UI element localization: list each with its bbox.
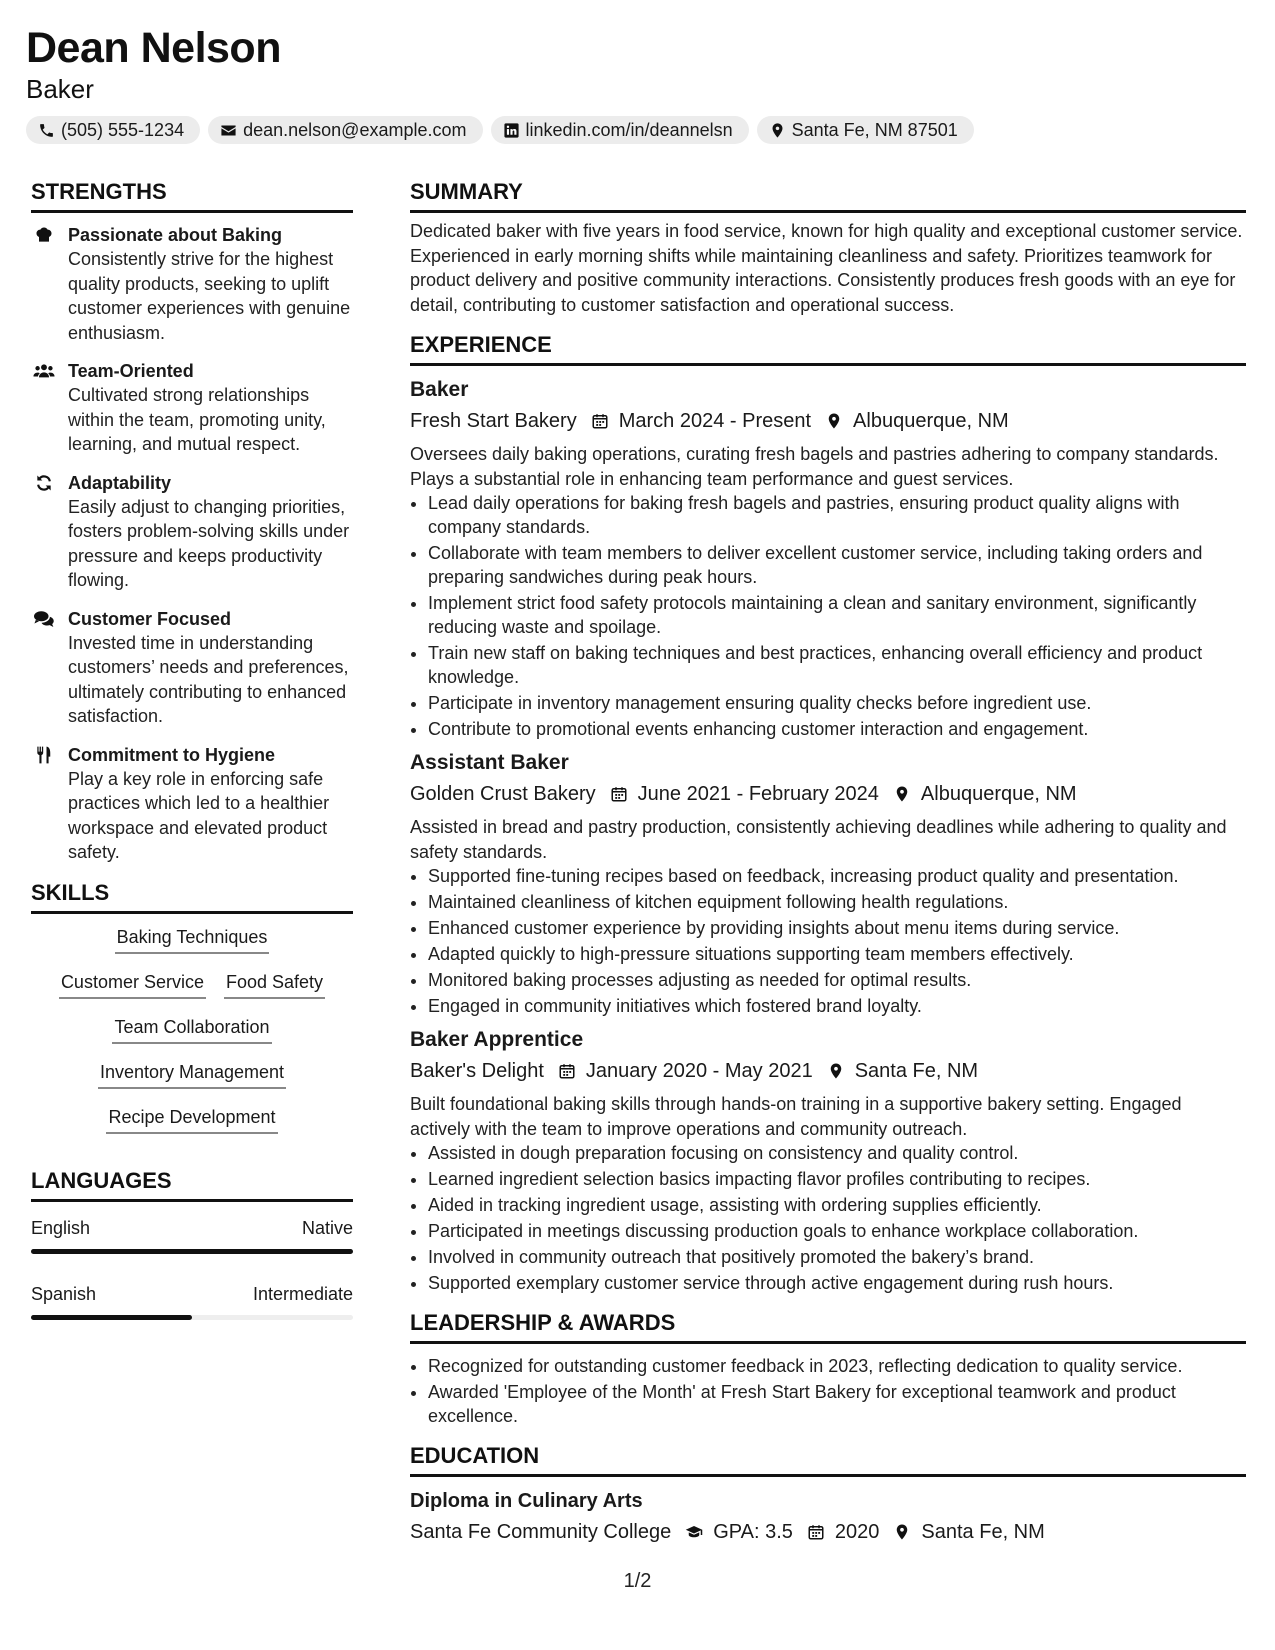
language-item [31,1216,353,1254]
contact-bar [26,116,1246,144]
page-number: 1/2 [623,1570,652,1592]
strength-title: Passionate about Baking [68,225,283,245]
language-proficiency-bar [31,1249,353,1254]
candidate-title: Baker [26,74,94,104]
job-meta [410,779,1246,809]
strengths-heading: STRENGTHS [31,178,353,213]
job-bullet: • Monitored baking processes adjusting as needed for optimal results. [428,968,1246,992]
left-column [31,178,353,1334]
phone-icon [38,122,55,139]
chef-hat-icon [33,225,55,245]
award-bullet: • Awarded 'Employee of the Month' at Fresh Start Bakery for exceptional teamwork and product excellence. [428,1380,1246,1428]
strength-item [31,471,353,593]
language-name: Spanish [31,1283,97,1304]
job-location: Albuquerque, NM [920,783,1077,805]
strength-title: Team-Oriented [68,361,194,381]
comments-icon [33,609,55,629]
awards-bullets [410,1354,1246,1428]
language-proficiency-fill [31,1249,353,1254]
strength-item [31,607,353,729]
job-bullet: • Assisted in dough preparation focusing on consistency and quality control. [428,1141,1246,1165]
experience-heading: EXPERIENCE [410,331,1246,366]
contact-email[interactable] [208,116,482,144]
strength-item [31,223,353,345]
contact-linkedin-text: linkedin.com/in/deannelsn [525,119,733,140]
utensils-icon [33,745,55,765]
skills-heading: SKILLS [31,879,353,914]
skill-tag: Inventory Management [98,1059,286,1089]
languages-heading: LANGUAGES [31,1167,353,1202]
job-company: Baker's Delight [410,1060,544,1082]
job-meta [410,406,1246,436]
contact-email-text: dean.nelson@example.com [243,119,467,140]
language-item [31,1282,353,1320]
strength-description: Cultivated strong relationships within the team, promoting unity, learning, and mutual respect. [68,385,326,454]
job-bullet: • Participated in meetings discussing production goals to enhance workplace collaboration. [428,1219,1246,1243]
education-location: Santa Fe, NM [921,1521,1045,1543]
strength-item [31,743,353,865]
job-title: Baker Apprentice [410,1028,584,1051]
education-meta [410,1517,1246,1547]
contact-linkedin[interactable] [491,116,749,144]
skill-tag: Baking Techniques [115,924,270,954]
location-pin-icon [769,122,786,139]
calendar-icon [591,412,609,430]
job-bullet: • Engaged in community initiatives which fostered brand loyalty. [428,994,1246,1018]
strength-item [31,359,353,457]
graduation-cap-icon [685,1523,703,1541]
skill-tag: Team Collaboration [112,1014,271,1044]
calendar-icon [558,1062,576,1080]
education-year: 2020 [834,1521,880,1543]
job-summary: Built foundational baking skills through hands-on training in a supportive bakery setting. Engaged actively with the team to improve operations and community outreach. [410,1094,1182,1139]
calendar-icon [807,1523,825,1541]
job-bullet: • Collaborate with team members to deliver excellent customer service, including taking orders and preparing sandwiches during peak hours. [428,541,1246,589]
language-level: Native [301,1217,353,1238]
location-pin-icon [827,1062,845,1080]
strength-title: Commitment to Hygiene [68,744,276,765]
strength-title: Customer Focused [68,608,232,629]
language-level: Intermediate [252,1283,353,1304]
job-bullet: • Learned ingredient selection basics impacting flavor profiles contributing to recipes. [428,1167,1246,1191]
job-company: Golden Crust Bakery [410,783,596,805]
linkedin-icon [503,122,520,139]
language-proficiency-bar [31,1315,353,1320]
skills-list [31,924,353,1149]
language-proficiency-fill [31,1315,192,1320]
job-entry [410,1026,1246,1295]
job-dates: June 2021 - February 2024 [637,783,879,805]
job-bullet: • Supported fine-tuning recipes based on feedback, increasing product quality and presentation. [428,864,1246,888]
candidate-name: Dean Nelson [26,24,281,72]
education-heading: EDUCATION [410,1442,1246,1477]
job-summary: Oversees daily baking operations, curating fresh bagels and pastries adhering to company standards. Plays a substantial role in enhancing team performance and guest services. [410,444,1219,489]
contact-location[interactable] [757,116,974,144]
skill-tag: Food Safety [224,969,325,999]
resume-header [26,22,1246,144]
strength-description: Play a key role in enforcing safe practices which led to a healthier workspace and elevated product safety. [68,768,330,862]
strength-description: Invested time in understanding customers’ needs and preferences, ultimately contributing to enhanced satisfaction. [68,632,349,726]
job-bullet: • Lead daily operations for baking fresh bagels and pastries, ensuring product quality aligns with company standards. [428,491,1246,539]
job-entry [410,376,1246,741]
location-pin-icon [825,412,843,430]
calendar-icon [610,785,628,803]
job-location: Santa Fe, NM [854,1060,979,1082]
job-title: Baker [410,378,469,401]
skill-tag: Recipe Development [106,1104,277,1134]
award-bullet: • Recognized for outstanding customer feedback in 2023, reflecting dedication to quality service. [428,1354,1246,1378]
contact-phone[interactable] [26,116,200,144]
job-dates: March 2024 - Present [618,410,812,432]
contact-phone-text: (505) 555-1234 [61,119,185,140]
job-company: Fresh Start Bakery [410,410,577,432]
summary-heading: SUMMARY [410,178,1246,213]
strength-description: Easily adjust to changing priorities, fosters problem-solving skills under pressure and keeps productivity flowing. [68,496,350,590]
summary-text: Dedicated baker with five years in food service, known for high quality and exceptional customer service. Experienced in early morning shifts while maintaining cleanliness and safety. Prioritizes teamwork for product delivery and positive community interactions. Consistently produces fresh goods with an eye for detail, contributing to customer satisfaction and operational success. [410,221,1243,315]
job-bullet: • Adapted quickly to high-pressure situations supporting team members effectively. [428,942,1246,966]
right-column [410,178,1246,1553]
job-bullet: • Participate in inventory management ensuring quality checks before ingredient use. [428,691,1246,715]
job-dates: January 2020 - May 2021 [585,1060,813,1082]
education-degree: Diploma in Culinary Arts [410,1490,643,1512]
skill-tag: Customer Service [59,969,206,999]
job-bullets [410,864,1246,1018]
users-icon [33,361,55,381]
job-meta [410,1056,1246,1086]
job-bullet: • Enhanced customer experience by providing insights about menu items during service. [428,916,1246,940]
job-bullet: • Aided in tracking ingredient usage, assisting with ordering supplies efficiently. [428,1193,1246,1217]
job-bullet: • Involved in community outreach that positively promoted the bakery’s brand. [428,1245,1246,1269]
education-gpa: GPA: 3.5 [713,1521,793,1543]
awards-heading: LEADERSHIP & AWARDS [410,1309,1246,1344]
job-entry [410,749,1246,1018]
job-bullets [410,491,1246,741]
job-location: Albuquerque, NM [853,410,1009,432]
location-pin-icon [893,785,911,803]
location-pin-icon [893,1523,911,1541]
job-bullet: • Maintained cleanliness of kitchen equipment following health regulations. [428,890,1246,914]
strength-description: Consistently strive for the highest quality products, seeking to uplift customer experiences with genuine enthusiasm. [68,249,351,343]
job-title: Assistant Baker [410,751,569,774]
contact-location-text: Santa Fe, NM 87501 [791,119,958,140]
envelope-icon [220,122,237,139]
job-bullet: • Contribute to promotional events enhancing customer interaction and engagement. [428,717,1246,741]
language-name: English [31,1217,91,1238]
strength-title: Adaptability [68,472,172,493]
education-school: Santa Fe Community College [410,1521,672,1543]
job-bullet: • Supported exemplary customer service through active engagement during rush hours. [428,1271,1246,1295]
job-bullet: • Train new staff on baking techniques and best practices, enhancing overall efficiency and product knowledge. [428,641,1246,689]
job-summary: Assisted in bread and pastry production, consistently achieving deadlines while adhering to quality and safety standards. [410,817,1227,862]
sync-icon [33,473,55,493]
job-bullet: • Implement strict food safety protocols maintaining a clean and sanitary environment, significantly reducing waste and spoilage. [428,591,1246,639]
job-bullets [410,1141,1246,1295]
